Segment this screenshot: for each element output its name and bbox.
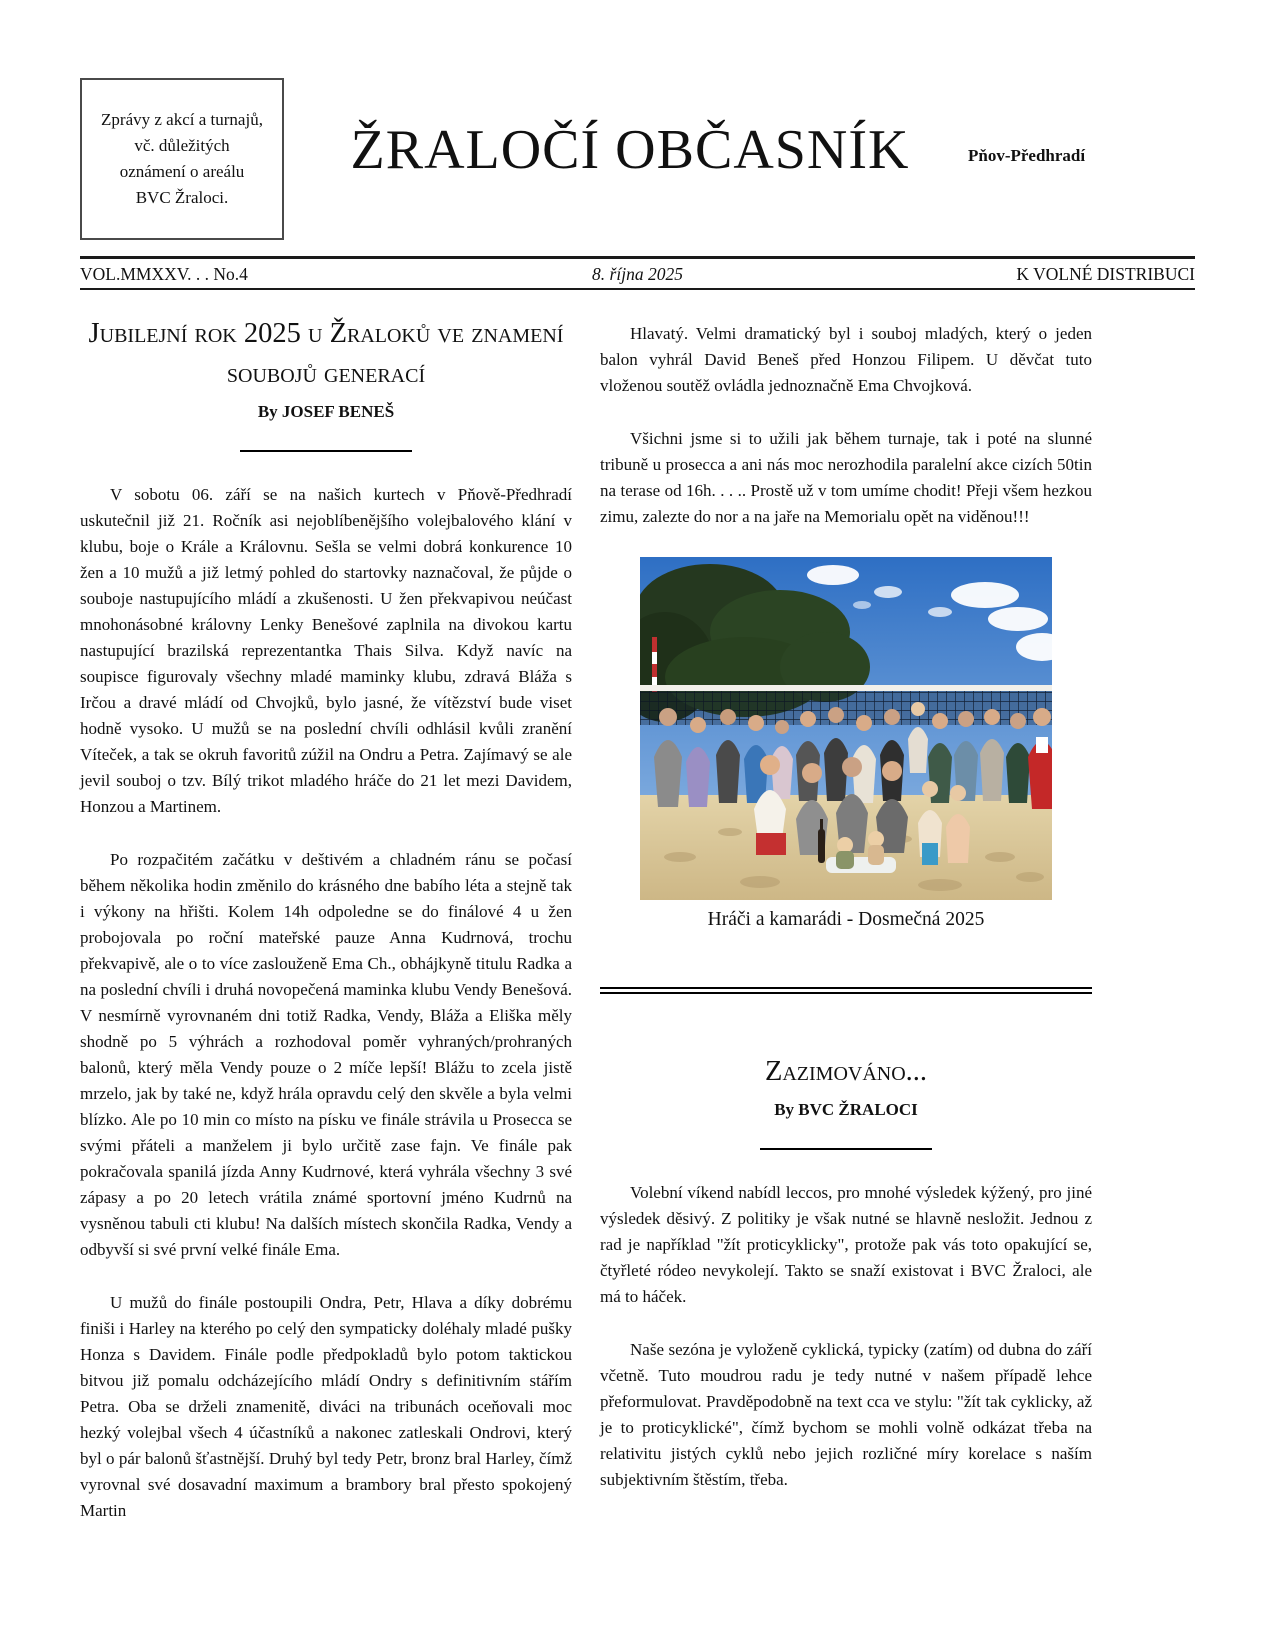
masthead-rule-bottom <box>80 288 1195 290</box>
article2-paragraph: Volební víkend nabídl leccos, pro mnohé výsledek kýžený, pro jiné výsledek děsivý. Z politiky je však nutné se hlavně nesložit. Jednou z rad je například "žít proticyklicky", protože pak vás toto opakující se, čtyřleté ródeo nevykolejí. Takto se snaží existovat i BVC Žraloci, ale má to háček. <box>600 1183 1092 1306</box>
side-box-line: Zprávy z akcí a turnajů, <box>101 110 263 129</box>
volume-line <box>80 261 1195 287</box>
article2-paragraph: Naše sezóna je vyloženě cyklická, typicky (zatím) od dubna do září včetně. Tuto moudrou radu je tedy nutné v našem případě lehce přeformulovat. Pravděpodobně na text cca ve stylu: "žít tak cyklicky, až je to proticyklické", čímž bychom se mohli volně odkázat třeba na relativitu jistých cyklů nebo jejich rozličné míry korelace s naším subjektivním štěstím, třeba. <box>600 1340 1092 1489</box>
section-divider-double-rule <box>600 987 1092 994</box>
article1-paragraph: U mužů do finále postoupili Ondra, Petr, Hlava a díky dobrému finiši i Harley na kterého po celý den sympaticky doléhaly mladé pušky Honza s Davidem. Finále podle předpokladů bylo potom taktickou bitvou již pomalu odcházejícího mládí Ondry s definitivním stářím Petra. Oba se drželi znamenitě, diváci na tribunách oceňovali moc hezký volejbal všech 4 účastníků a nakonec zatleskali Ondrovi, který byl o pár balonů šťastnější. Druhý byl tedy Petr, bronz bral Harley, čímž vyrovnal své dosavadní maximum a brambory bral přesto spokojený Martin <box>80 1293 572 1520</box>
article2-headline: Zazimováno... <box>764 1056 928 1087</box>
left-column <box>80 300 572 1551</box>
article1-byline-rule <box>240 450 412 452</box>
article2-byline: By BVC ŽRALOCI <box>774 1100 918 1119</box>
masthead-side-box <box>80 78 284 240</box>
article1-photo-block <box>640 557 1052 931</box>
newsletter-title: ŽRALOČÍ OBČASNÍK <box>350 119 910 181</box>
article1-continuation-paragraph: Všichni jsme si to užili jak během turnaje, tak i poté na slunné tribuně u prosecca a ani nás moc nerozhodila paralelní akce cizích 50tin na terase od 16h. . . .. Prostě už v tom umíme chodit! Přeji všem hezkou zimu, zalezte do nor a na jaře na Memorialu opět na viděnou!!! <box>600 429 1092 526</box>
side-box-line: oznámení o areálu <box>119 162 245 181</box>
article1-paragraph: V sobotu 06. září se na našich kurtech v Pňově-Předhradí uskutečnil již 21. Ročník asi nejoblíbenějšího volejbalového klání v klubu, boje o Krále a Královnu. Sešla se velmi dobrá konkurence 10 žen a 10 mužů a již letmý pohled do startovky naznačoval, že půjde o souboje nastupujícího mládí a zkušenosti. U žen překvapivou neúčast mnohonásobné královny Lenky Benešové zaplnila na divokou kartu nastupující brazilská reprezentantka Thais Silva. Když navíc na soupisce figurovaly všechny mladé maminky klubu, zdravá Bláža s Irčou a dravé mládí od Chvojků, bylo jasné, že vítězství bude viset hodně vysoko. U mužů se na poslední chvíli odhlásil kvůli zranění Víteček, a tak se okruh favoritů zúžil na Ondru a Petra. Zajímavý se ale jevil souboj o tzv. Bílý trikot mladého hráče do 21 let mezi Davidem, Honzou a Martinem. <box>80 485 572 816</box>
article1-headline: Jubilejní rok 2025 u Žraloků ve znamení soubojů generací <box>88 318 564 389</box>
article1-paragraph: Po rozpačitém začátku v deštivém a chladném ránu se počasí během několika hodin změnilo do krásného dne babího léta a stejně tak i výkony na hřišti. Kolem 14h odpoledne se do finálové 4 u žen probojovala po roční mateřské pauze Anna Kudrnová, trochu překvapivě, ale o to více zaslouženě Ema Ch., obhájkyně titulu Radka a na poslední chvíli i druhá novopečená maminka klubu Vendy Benešová. V nesmírně vyrovnaném dni totiž Radka, Vendy, Bláža a Eliška měly shodně po 5 výhrách a rozhodoval poměr vyhraných/prohraných balonů, který měla Vendy pouze o 2 míče lepší! Blážu to zcela jistě mrzelo, jak by také ne, když hrála opravdu celý den skvěle a byla velmi blízko. Ale po 10 min co místo na písku ve finále strávila u Prosecca se svými přáteli a manželem ji bylo určitě zase fajn. Ve finále pak pokračovala spanilá jízda Anny Kudrnové, která vyhrála všechny 3 své zápasy a po 20 letech vrátila známé sportovní jméno Kudrnů na vysněnou tabuli cti klubu! Na dalších místech skončila Radka, Vendy a odbyvší si své první velké finále Ema. <box>80 850 572 1259</box>
distribution-note: K VOLNÉ DISTRIBUCI <box>1016 263 1195 284</box>
masthead-rule-top <box>80 256 1195 259</box>
article1-continuation-paragraph: Hlavatý. Velmi dramatický byl i souboj mladých, který o jeden balon vyhrál David Beneš před Honzou Filipem. U děvčat tuto vloženou soutěž ovládla jednoznačně Ema Chvojková. <box>600 324 1092 395</box>
photo-caption: Hráči a kamarádi - Dosmečná 2025 <box>707 909 985 930</box>
issue-date: 8. října 2025 <box>592 263 683 284</box>
side-box-line: BVC Žraloci. <box>135 188 229 207</box>
side-box-line: vč. důležitých <box>134 136 230 155</box>
article1-byline: By JOSEF BENEŠ <box>257 402 395 421</box>
masthead-location: Pňov-Předhradí <box>968 146 1086 165</box>
volume-number: VOL.MMXXV. . . No.4 <box>80 263 248 284</box>
beach-volleyball-group-photo <box>640 557 1052 900</box>
right-column <box>600 300 1092 1520</box>
article2-byline-rule <box>760 1148 932 1150</box>
